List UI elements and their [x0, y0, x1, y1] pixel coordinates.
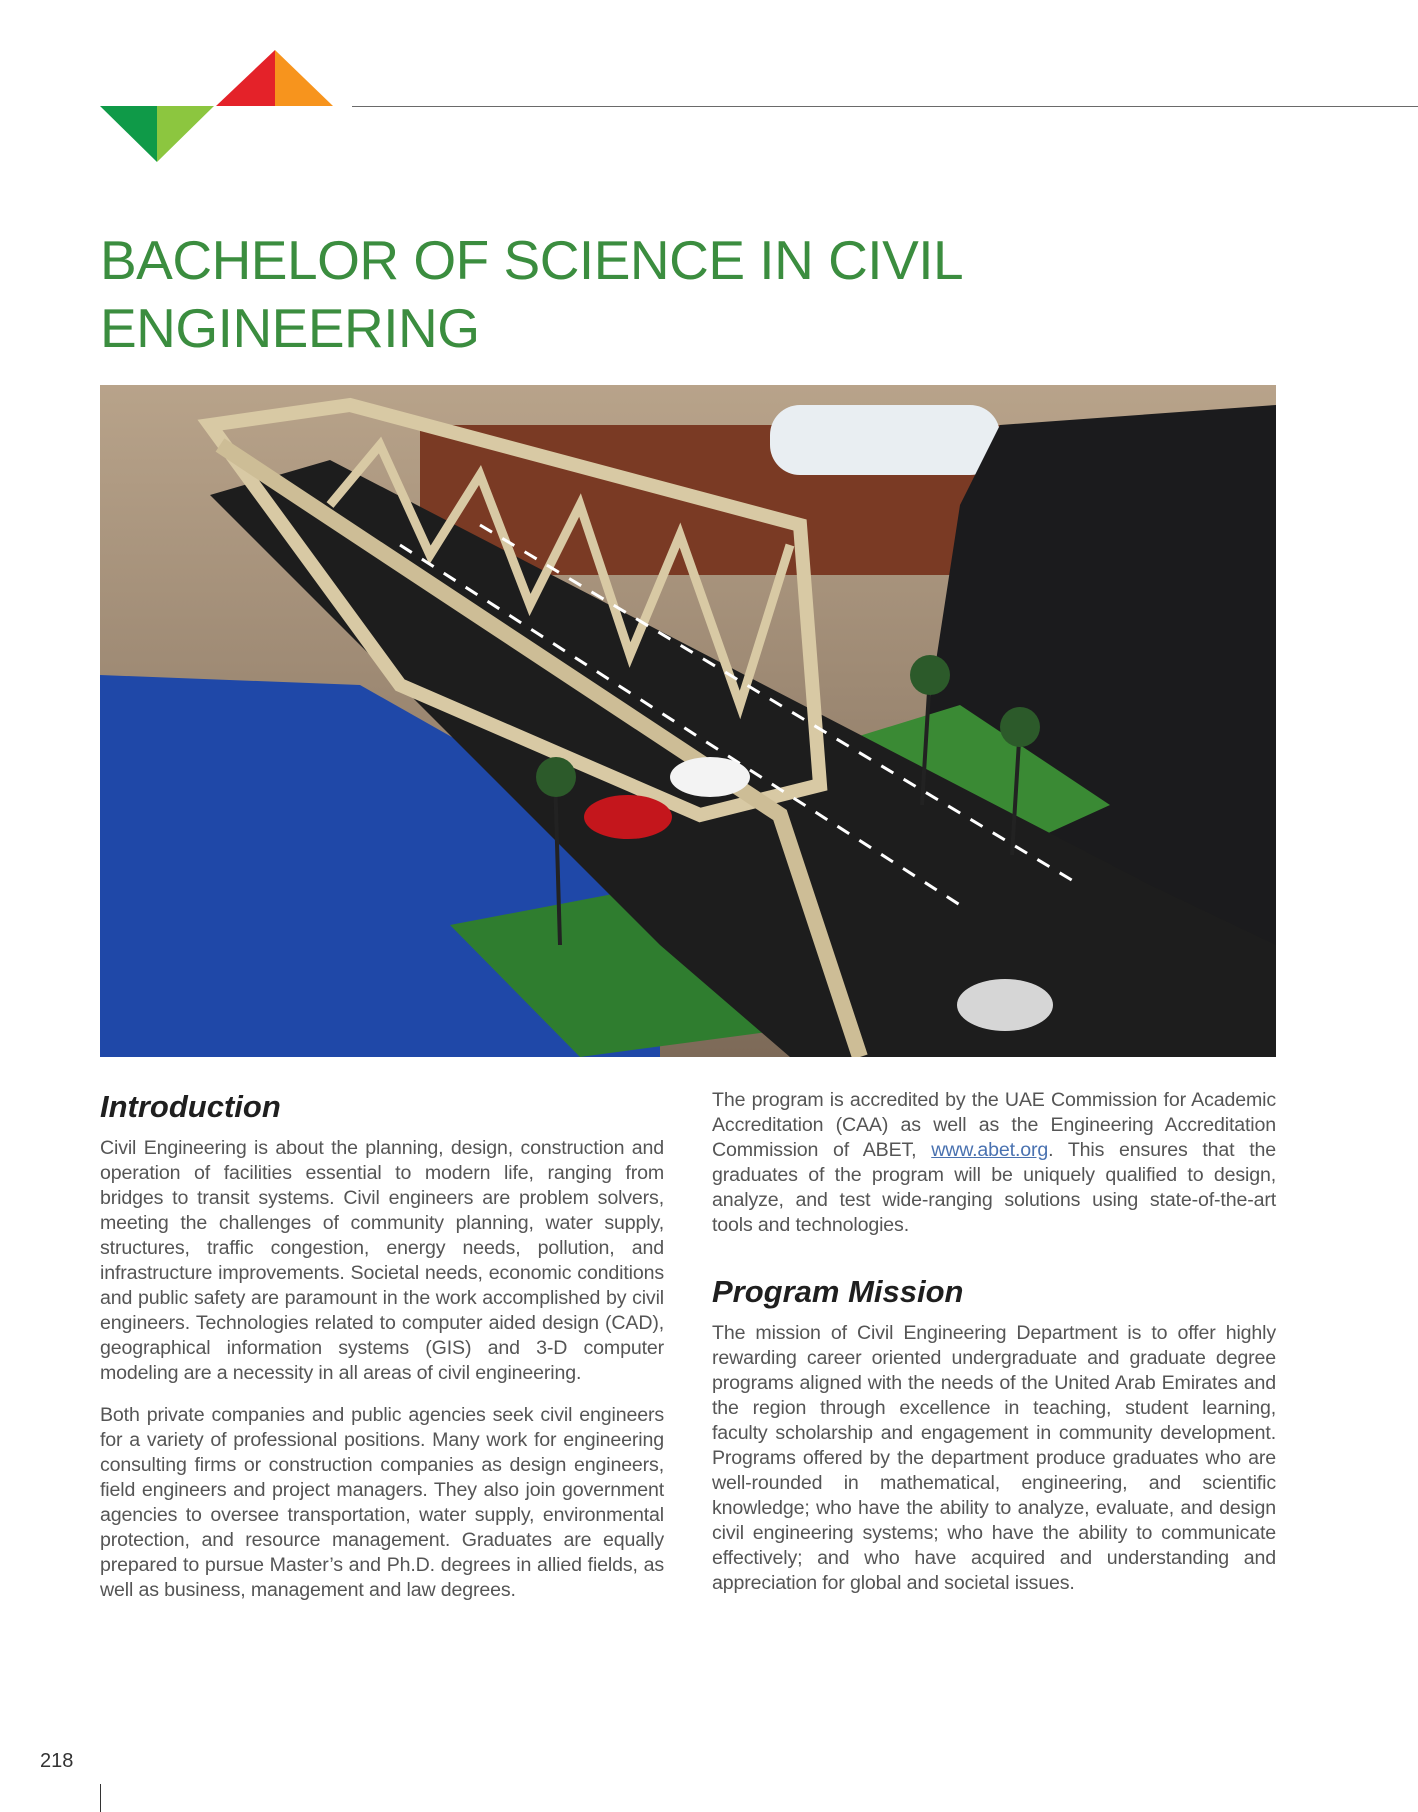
- page-title: [100, 226, 1280, 362]
- photo-silver-car: [957, 979, 1053, 1031]
- logo-red-triangle: [216, 50, 275, 106]
- header-rule: [352, 106, 1418, 107]
- introduction-paragraph-1: Civil Engineering is about the planning, design, construction and operation of facilities essential to modern life, ranging from bridges to transit systems. Civil engineers are problem solvers, meeting the challenges of community planning, water supply, structures, traffic congestion, energy needs, pollution, and infrastructure improvements. Societal needs, economic conditions and public safety are paramount in the work accomplished by civil engineers. Technologies related to computer aided design (CAD), geographical information systems (GIS) and 3-D computer modeling are a necessity in all areas of civil engineering.: [100, 1137, 664, 1384]
- university-logo: [100, 50, 335, 162]
- accreditation-text-after: . This ensures that the graduates of the program will be uniquely qualified to design, analyze, and test wide-ranging solutions using state-of-the-art tools and technologies.: [712, 1139, 1277, 1236]
- accreditation-paragraph: [712, 1088, 1276, 1238]
- accreditation-text-before: The program is accredited by the UAE Commission for Academic Accreditation (CAA) as well as the Engineering Accreditation Commission of ABET,: [712, 1089, 1276, 1161]
- page-number: 218: [40, 1750, 74, 1772]
- program-mission-paragraph: The mission of Civil Engineering Department is to offer highly rewarding career oriented undergraduate and graduate degree programs aligned with the needs of the United Arab Emirates and the region through excellence in teaching, student learning, faculty scholarship and engagement in community development. Programs offered by the department produce graduates who are well-rounded in mathematical, engineering, and scientific knowledge; who have the ability to analyze, evaluate, and design civil engineering systems; who have the ability to communicate effectively; and who have acquired and understanding and appreciation for global and societal issues.: [712, 1322, 1276, 1594]
- photo-red-car: [584, 795, 672, 839]
- introduction-paragraph-2: Both private companies and public agencies seek civil engineers for a variety of professional positions. Many work for engineering consulting firms or construction companies as design engineers, field engineers and project managers. They also join government agencies to oversee transportation, water supply, environmental protection, and resource management. Graduates are equally prepared to pursue Master’s and Ph.D. degrees in allied fields, as well as business, management and law degrees.: [100, 1404, 664, 1601]
- footer-rule: [100, 1784, 101, 1812]
- page-title-line-1: BACHELOR OF SCIENCE IN CIVIL: [100, 229, 964, 291]
- introduction-heading: Introduction: [100, 1089, 281, 1124]
- program-mission-heading: Program Mission: [712, 1274, 964, 1309]
- abet-link[interactable]: www.abet.org: [931, 1139, 1049, 1161]
- bridge-model-photo: [100, 385, 1276, 1057]
- logo-dark-green-triangle: [100, 106, 157, 162]
- left-column: [100, 1088, 664, 1620]
- logo-orange-triangle: [275, 50, 333, 106]
- photo-white-car: [670, 757, 750, 797]
- photo-palm-crown-2: [910, 655, 950, 695]
- photo-palm-crown-3: [1000, 707, 1040, 747]
- right-column: [712, 1088, 1276, 1613]
- logo-light-green-triangle: [157, 106, 214, 162]
- page-title-line-2: ENGINEERING: [100, 297, 480, 359]
- photo-white-roll: [770, 405, 1000, 475]
- photo-palm-crown-1: [536, 757, 576, 797]
